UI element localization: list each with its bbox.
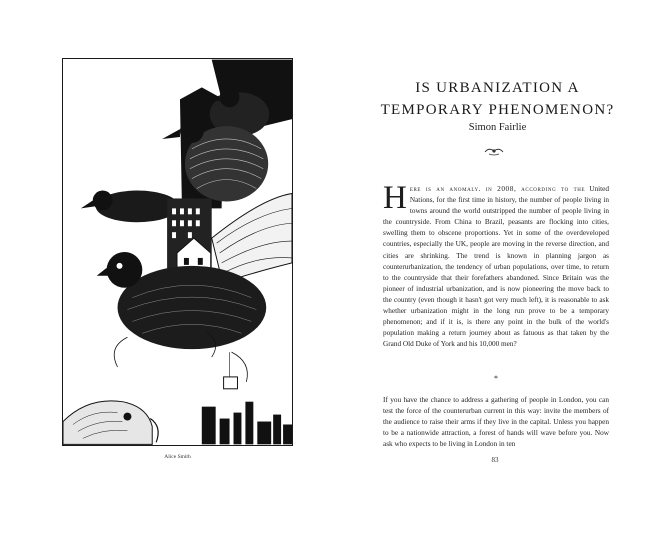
body-paragraph-2: If you have the chance to address a gathering of people in London, you can test the force of the counterurban current in this way: invite the members of the audience to raise their arms if they live in the capital. Unless you happen to be a nationwide attraction, a forest of hands will wave before you. Now ask who expects to be living in London in ten [383, 396, 609, 449]
drop-cap: H [383, 180, 407, 216]
section-divider: * [494, 374, 498, 383]
page-number: 83 [491, 456, 499, 464]
paragraph-lead: ere is an anomaly. in 2008, according to the [409, 185, 586, 193]
body-paragraph-1 [383, 180, 610, 350]
birds-city-illustration [63, 59, 292, 445]
ornament-icon [483, 146, 505, 156]
paragraph-1-text: United Nations, for the first time in history, the number of people living in towns around the world outstripped the number of people living in the countryside. From China to Brazil, peasants are flocking into cities, swelling them to obscene proportions. Yet in some of the overdeveloped countries, especially the UK, people are moving in the reverse direction, and cities are shrinking. The trend is known in planning jargon as counterurbanization, the tendency of urban populations, over time, to return to the countryside that their forefathers abandoned. Since Britain was the pioneer of industrial urbanization, and is now pioneering the move back to the country (even though it hasn't got very much left), it is reasonable to ask whether urbanization might in the long run prove to be a temporary phenomenon; and if it is, is there any point in the bulk of the world's population making a return journey about as fatuous as that taken by the Grand Old Duke of York and his 10,000 men? [383, 185, 610, 349]
chapter-title-line2: TEMPORARY PHENOMENON? [380, 102, 615, 118]
chapter-title-line1: IS URBANIZATION A [415, 80, 580, 96]
illustration-caption: Alice Smith [164, 454, 191, 460]
chapter-title [375, 77, 620, 121]
illustration-frame [62, 58, 293, 446]
chapter-author: Simon Fairlie [468, 122, 527, 133]
